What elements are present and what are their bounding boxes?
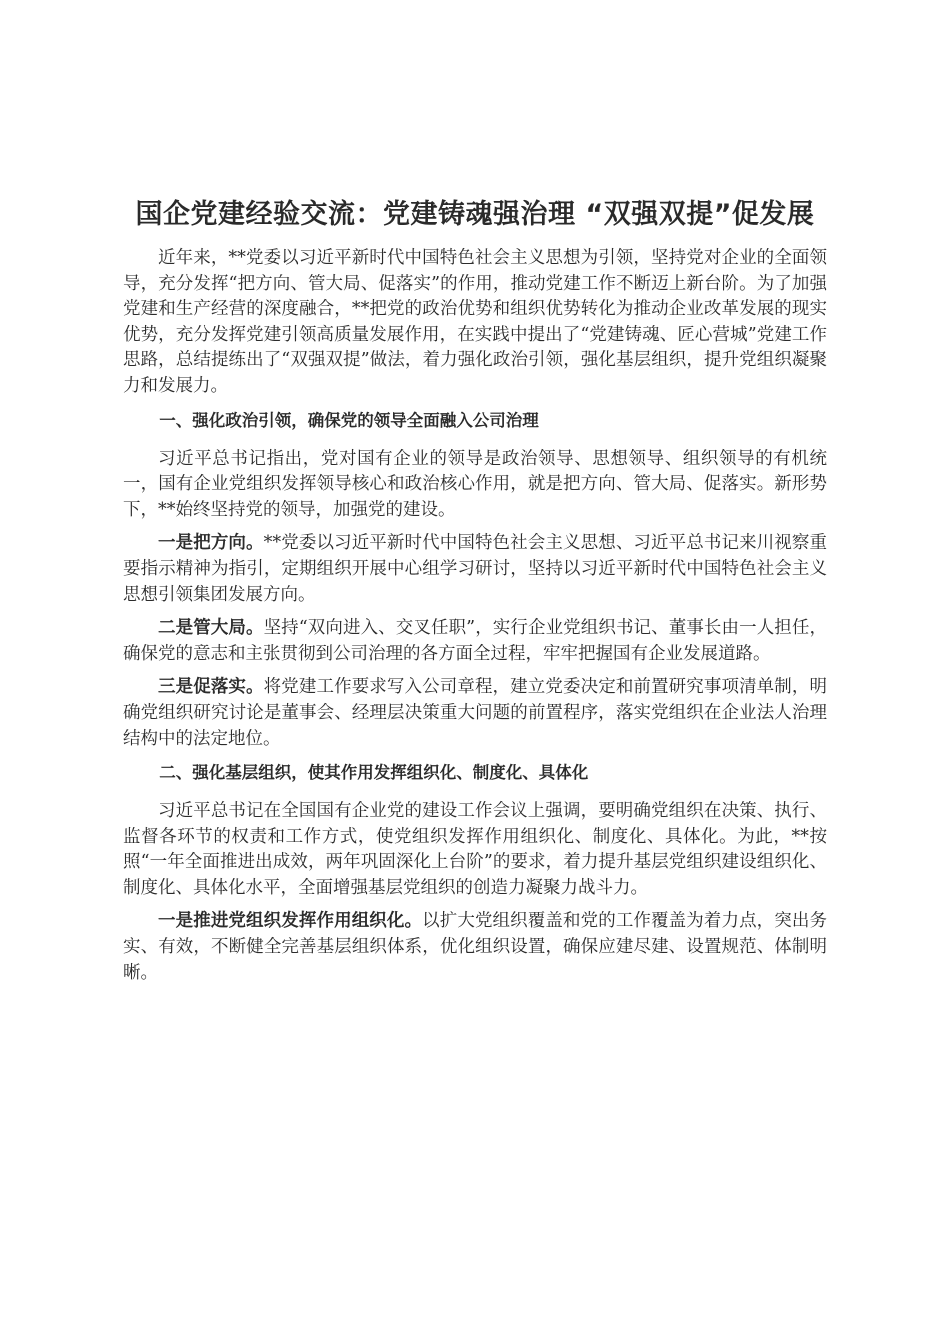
- section-1-item-2: [123, 616, 827, 667]
- section-2-item-1: [123, 909, 827, 986]
- item-text: 以扩大党组织覆盖和党的工作覆盖为着力点，突出务实、有效，不断健全完善基层组织体系，优化组织设置，确保应建尽建、设置规范、体制明晰。: [123, 911, 828, 983]
- intro-paragraph: 近年来，**党委以习近平新时代中国特色社会主义思想为引领，坚持党对企业的全面领导，充分发挥“把方向、管大局、促落实”的作用，推动党建工作不断迈上新台阶。为了加强党建和生产经营的深度融合，**把党的政治优势和组织优势转化为推动企业改革发展的现实优势，充分发挥党建引领高质量发展作用，在实践中提出了“党建铸魂、匠心营城”党建工作思路，总结提练出了“双强双提”做法，着力强化政治引领，强化基层组织，提升党组织凝聚力和发展力。: [123, 248, 827, 396]
- document-body: [123, 192, 827, 994]
- item-lead: 二是管大局。: [158, 618, 264, 639]
- section-1-heading: 一、强化政治引领，确保党的领导全面融入公司治理: [159, 410, 539, 430]
- item-text: **党委以习近平新时代中国特色社会主义思想、习近平总书记来川视察重要指示精神为指引，定期组织开展中心组学习研讨，坚持以习近平新时代中国特色社会主义思想引领集团发展方向。: [123, 533, 828, 605]
- item-text: 坚持“双向进入、交叉任职”，实行企业党组织书记、董事长由一人担任，确保党的意志和主张贯彻到公司治理的各方面全过程，牢牢把握国有企业发展道路。: [123, 618, 827, 664]
- section-1-item-1: [123, 531, 827, 608]
- section-1-body: 习近平总书记指出，党对国有企业的领导是政治领导、思想领导、组织领导的有机统一，国有企业党组织发挥领导核心和政治核心作用，就是把方向、管大局、促落实。新形势下，**始终坚持党的领导，加强党的建设。: [123, 448, 827, 520]
- item-lead: 一是推进党组织发挥作用组织化。: [158, 911, 423, 932]
- document-title: 国企党建经验交流：党建铸魂强治理 “双强双提”促发展: [135, 199, 815, 230]
- item-text: 将党建工作要求写入公司章程，建立党委决定和前置研究事项清单制，明确党组织研究讨论是董事会、经理层决策重大问题的前置程序，落实党组织在企业法人治理结构中的法定地位。: [123, 677, 828, 749]
- item-lead: 三是促落实。: [158, 677, 264, 698]
- section-1-item-3: [123, 675, 827, 752]
- section-2-heading: 二、强化基层组织，使其作用发挥组织化、制度化、具体化: [159, 763, 589, 783]
- item-lead: 一是把方向。: [158, 533, 264, 554]
- section-2-body: 习近平总书记在全国国有企业党的建设工作会议上强调，要明确党组织在决策、执行、监督各环节的权责和工作方式，使党组织发挥作用组织化、制度化、具体化。为此，**按照“一年全面推进出成效，两年巩固深化上台阶”的要求，着力提升基层党组织建设组织化、制度化、具体化水平，全面增强基层党组织的创造力凝聚力战斗力。: [123, 801, 827, 898]
